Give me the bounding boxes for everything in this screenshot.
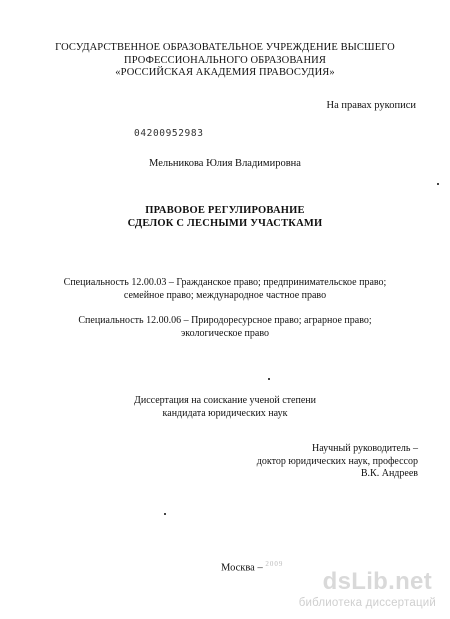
specialty-line: семейное право; международное частное право [123, 289, 327, 301]
author-name: Мельникова Юлия Владимировна [149, 158, 301, 169]
title-line: ПРАВОВОЕ РЕГУЛИРОВАНИЕ [145, 205, 305, 216]
institution-line: ПРОФЕССИОНАЛЬНОГО ОБРАЗОВАНИЯ [124, 54, 326, 66]
degree-line: Диссертация на соискание ученой степени [134, 395, 316, 406]
scan-speck [268, 378, 270, 380]
specialty-line: экологическое право [181, 327, 269, 339]
specialty-block [0, 277, 450, 302]
specialty-block [0, 315, 450, 340]
city-year [221, 560, 283, 574]
scientific-advisor [257, 443, 418, 481]
watermark-subtitle: библиотека диссертаций [298, 597, 436, 609]
watermark [280, 568, 450, 618]
institution-line: ГОСУДАРСТВЕННОЕ ОБРАЗОВАТЕЛЬНОЕ УЧРЕЖДЕНИЕ ВЫСШЕГО [55, 42, 395, 53]
city: Москва – [221, 562, 263, 574]
specialty-line: Специальность 12.00.06 – Природоресурсное право; аграрное право; [78, 315, 372, 326]
degree-line: кандидата юридических наук [162, 407, 288, 419]
rights-note: На правах рукописи [326, 100, 416, 111]
catalog-code: 04200952983 [134, 128, 204, 139]
institution-line: «РОССИЙСКАЯ АКАДЕМИЯ ПРАВОСУДИЯ» [115, 67, 335, 78]
advisor-line: В.К. Андреев [360, 468, 418, 479]
specialty-line: Специальность 12.00.03 – Гражданское право; предпринимательское право; [63, 277, 387, 288]
scan-speck [437, 183, 439, 185]
advisor-line: Научный руководитель – [312, 443, 418, 454]
institution-header [0, 42, 450, 80]
year: 2009 [265, 560, 284, 568]
watermark-logo: dsLib.net [322, 568, 432, 595]
title-line: СДЕЛОК С ЛЕСНЫМИ УЧАСТКАМИ [127, 218, 323, 229]
dissertation-title [0, 204, 450, 230]
degree-statement [0, 395, 450, 420]
advisor-line: доктор юридических наук, профессор [256, 455, 418, 467]
scan-speck [164, 513, 166, 515]
